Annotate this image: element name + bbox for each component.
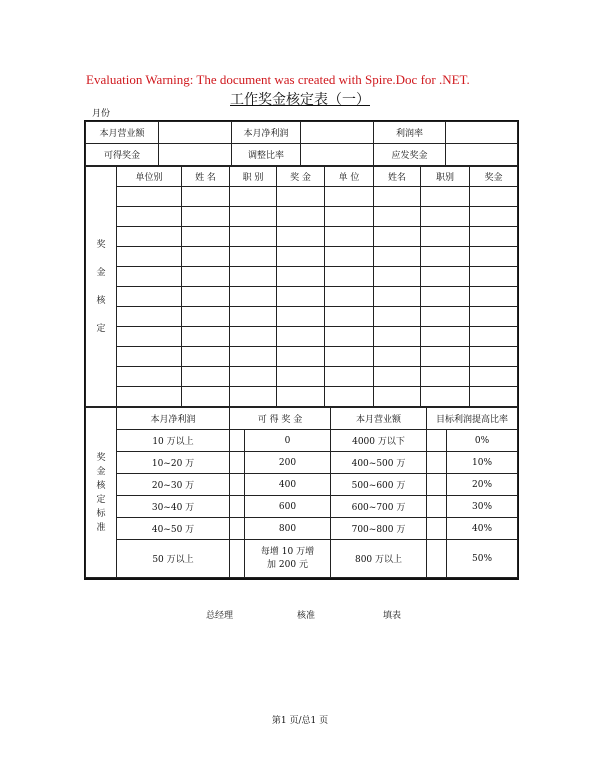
header-bonus-2: 奖金 <box>470 167 518 187</box>
bonus-entry-cell[interactable] <box>374 287 421 307</box>
bonus-entry-cell[interactable] <box>421 267 470 287</box>
month-label: 月份 <box>92 109 111 119</box>
bonus-entry-cell[interactable] <box>421 207 470 227</box>
header-name-2: 姓名 <box>374 167 421 187</box>
bonus-entry-cell[interactable] <box>277 387 325 407</box>
bonus-entry-cell[interactable] <box>325 307 374 327</box>
bonus-entry-cell[interactable] <box>325 327 374 347</box>
bonus-entry-cell[interactable] <box>421 227 470 247</box>
bonus-entry-cell[interactable] <box>374 367 421 387</box>
bonus-entry-cell[interactable] <box>230 247 277 267</box>
std-rate: 10% <box>447 452 518 474</box>
std-rate: 0% <box>447 430 518 452</box>
evaluation-warning: Evaluation Warning: The document was created with Spire.Doc for .NET. <box>86 72 470 87</box>
bonus-entry-row <box>86 247 518 267</box>
bonus-entry-cell[interactable] <box>277 267 325 287</box>
bonus-entry-cell[interactable] <box>325 187 374 207</box>
header-bonus: 奖 金 <box>277 167 325 187</box>
bonus-entry-cell[interactable] <box>374 247 421 267</box>
standard-row <box>86 518 518 540</box>
bonus-entry-row <box>86 287 518 307</box>
standard-row <box>86 474 518 496</box>
bonus-entry-cell[interactable] <box>325 227 374 247</box>
value-profit-rate[interactable] <box>446 122 518 144</box>
side-char: 准 <box>96 522 106 533</box>
bonus-entry-cell[interactable] <box>230 367 277 387</box>
bonus-entry-cell[interactable] <box>182 387 230 407</box>
bonus-entry-cell[interactable] <box>230 227 277 247</box>
std-revenue: 400~500 万 <box>331 452 427 474</box>
bonus-entry-cell[interactable] <box>374 227 421 247</box>
bonus-entry-row <box>86 367 518 387</box>
value-payable-bonus[interactable] <box>446 144 518 166</box>
bonus-entry-cell[interactable] <box>421 307 470 327</box>
sign-fill: 填表 <box>383 611 402 621</box>
bonus-entry-row <box>86 227 518 247</box>
bonus-entry-cell[interactable] <box>421 387 470 407</box>
label-profit-rate: 利润率 <box>374 122 446 144</box>
bonus-entry-cell[interactable] <box>277 307 325 327</box>
std-revenue: 800 万以上 <box>331 540 427 578</box>
bonus-entry-cell[interactable] <box>277 227 325 247</box>
standard-row <box>86 452 518 474</box>
bonus-entry-cell[interactable] <box>230 187 277 207</box>
std-spacer <box>230 452 245 474</box>
bonus-entry-cell[interactable] <box>117 327 182 347</box>
standard-header-row <box>86 408 518 430</box>
std-spacer <box>427 540 447 578</box>
label-monthly-net-profit: 本月净利润 <box>232 122 301 144</box>
bonus-entry-cell[interactable] <box>182 227 230 247</box>
bonus-entry-cell[interactable] <box>374 187 421 207</box>
std-revenue: 600~700 万 <box>331 496 427 518</box>
bonus-entry-cell[interactable] <box>230 267 277 287</box>
std-spacer <box>230 496 245 518</box>
std-spacer <box>230 540 245 578</box>
bonus-standard-table <box>85 407 518 578</box>
bonus-entry-cell[interactable] <box>325 287 374 307</box>
bonus-entry-cell[interactable] <box>325 207 374 227</box>
side-char: 核 <box>96 480 106 491</box>
bonus-entry-cell[interactable] <box>117 207 182 227</box>
std-rate: 40% <box>447 518 518 540</box>
bonus-entry-cell[interactable] <box>182 267 230 287</box>
std-spacer <box>427 496 447 518</box>
std-net-profit: 50 万以上 <box>117 540 230 578</box>
bonus-entry-cell[interactable] <box>374 207 421 227</box>
summary-row-2 <box>86 144 518 166</box>
std-spacer <box>427 452 447 474</box>
bonus-entry-cell[interactable] <box>230 287 277 307</box>
bonus-entry-cell[interactable] <box>421 287 470 307</box>
bonus-entry-cell[interactable] <box>325 267 374 287</box>
std-spacer <box>427 518 447 540</box>
bonus-entry-cell[interactable] <box>117 187 182 207</box>
standard-row <box>86 540 518 578</box>
label-adjust-ratio: 调整比率 <box>232 144 301 166</box>
summary-table <box>85 121 518 166</box>
std-spacer <box>230 518 245 540</box>
std-revenue: 500~600 万 <box>331 474 427 496</box>
bonus-entry-cell[interactable] <box>117 387 182 407</box>
bonus-entry-cell[interactable] <box>470 347 518 367</box>
std-rate: 20% <box>447 474 518 496</box>
bonus-entry-cell[interactable] <box>277 327 325 347</box>
value-adjust-ratio[interactable] <box>301 144 374 166</box>
header-name: 姓 名 <box>182 167 230 187</box>
bonus-entry-cell[interactable] <box>470 227 518 247</box>
bonus-entry-cell[interactable] <box>117 367 182 387</box>
standard-row <box>86 430 518 452</box>
std-header-target-rate: 目标利润提高比率 <box>427 408 518 430</box>
bonus-form <box>84 120 519 580</box>
header-position: 职 别 <box>230 167 277 187</box>
bonus-entry-cell[interactable] <box>117 227 182 247</box>
bonus-entry-cell[interactable] <box>470 367 518 387</box>
bonus-grid <box>85 166 518 407</box>
bonus-entry-cell[interactable] <box>470 287 518 307</box>
bonus-entry-cell[interactable] <box>374 387 421 407</box>
std-spacer <box>230 430 245 452</box>
bonus-entry-cell[interactable] <box>277 287 325 307</box>
bonus-entry-cell[interactable] <box>374 307 421 327</box>
side-char: 金 <box>96 466 106 477</box>
std-header-bonus: 可 得 奖 金 <box>230 408 331 430</box>
bonus-entry-cell[interactable] <box>230 387 277 407</box>
bonus-entry-cell[interactable] <box>182 307 230 327</box>
bonus-entry-cell[interactable] <box>182 207 230 227</box>
side-char: 核 <box>96 295 106 306</box>
bonus-entry-cell[interactable] <box>325 367 374 387</box>
bonus-entry-cell[interactable] <box>117 347 182 367</box>
std-net-profit: 40~50 万 <box>117 518 230 540</box>
bonus-entry-cell[interactable] <box>421 247 470 267</box>
side-char: 定 <box>96 494 106 505</box>
bonus-entry-cell[interactable] <box>230 307 277 327</box>
value-monthly-revenue[interactable] <box>159 122 232 144</box>
bonus-entry-row <box>86 307 518 327</box>
bonus-entry-cell[interactable] <box>117 247 182 267</box>
bonus-entry-cell[interactable] <box>182 347 230 367</box>
bonus-entry-cell[interactable] <box>470 387 518 407</box>
bonus-entry-cell[interactable] <box>374 327 421 347</box>
label-payable-bonus: 应发奖金 <box>374 144 446 166</box>
side-char: 奖 <box>96 239 106 250</box>
bonus-entry-cell[interactable] <box>117 267 182 287</box>
std-net-profit: 30~40 万 <box>117 496 230 518</box>
page-footer: 第1 页/总1 页 <box>271 716 329 726</box>
bonus-entry-cell[interactable] <box>470 247 518 267</box>
header-unit-2: 单 位 <box>325 167 374 187</box>
bonus-entry-row <box>86 187 518 207</box>
sign-approve: 核准 <box>297 611 316 621</box>
std-rate: 50% <box>447 540 518 578</box>
header-position-2: 职别 <box>421 167 470 187</box>
sign-general-manager: 总经理 <box>206 611 234 621</box>
bonus-entry-cell[interactable] <box>182 367 230 387</box>
std-net-profit: 10 万以上 <box>117 430 230 452</box>
std-revenue: 700~800 万 <box>331 518 427 540</box>
bonus-entry-cell[interactable] <box>421 327 470 347</box>
std-bonus: 0 <box>245 430 331 452</box>
bonus-entry-cell[interactable] <box>277 347 325 367</box>
side-char: 定 <box>96 323 106 334</box>
std-spacer <box>427 430 447 452</box>
bonus-entry-cell[interactable] <box>230 347 277 367</box>
standard-row <box>86 496 518 518</box>
std-revenue: 4000 万以下 <box>331 430 427 452</box>
bonus-entry-row <box>86 267 518 287</box>
bonus-entry-cell[interactable] <box>470 207 518 227</box>
bonus-entry-cell[interactable] <box>117 287 182 307</box>
bonus-entry-cell[interactable] <box>470 327 518 347</box>
bonus-entry-row <box>86 327 518 347</box>
bonus-entry-cell[interactable] <box>182 327 230 347</box>
std-bonus: 800 <box>245 518 331 540</box>
bonus-entry-cell[interactable] <box>421 347 470 367</box>
bonus-entry-cell[interactable] <box>182 287 230 307</box>
value-monthly-net-profit[interactable] <box>301 122 374 144</box>
bonus-entry-row <box>86 347 518 367</box>
std-spacer <box>427 474 447 496</box>
side-char: 金 <box>96 267 106 278</box>
bonus-entry-cell[interactable] <box>421 367 470 387</box>
bonus-entry-cell[interactable] <box>230 327 277 347</box>
side-char: 标 <box>96 508 106 519</box>
std-bonus: 每增 10 万增 加 200 元 <box>245 540 331 578</box>
page-title: 工作奖金核定表（一） <box>230 92 370 108</box>
bonus-header-row <box>86 167 518 187</box>
summary-row-1 <box>86 122 518 144</box>
std-header-revenue: 本月营业额 <box>331 408 427 430</box>
bonus-entry-row <box>86 207 518 227</box>
bonus-entry-cell[interactable] <box>374 267 421 287</box>
side-char: 奖 <box>96 452 106 463</box>
std-bonus: 400 <box>245 474 331 496</box>
bonus-entry-cell[interactable] <box>182 187 230 207</box>
value-available-bonus[interactable] <box>159 144 232 166</box>
bonus-entry-cell[interactable] <box>277 367 325 387</box>
bonus-entry-cell[interactable] <box>277 207 325 227</box>
standard-side-label <box>86 408 117 578</box>
std-net-profit: 10~20 万 <box>117 452 230 474</box>
bonus-entry-cell[interactable] <box>182 247 230 267</box>
bonus-entry-cell[interactable] <box>325 387 374 407</box>
bonus-entry-cell[interactable] <box>117 307 182 327</box>
bonus-entry-cell[interactable] <box>277 187 325 207</box>
std-rate: 30% <box>447 496 518 518</box>
bonus-entry-cell[interactable] <box>325 247 374 267</box>
std-header-net-profit: 本月净利润 <box>117 408 230 430</box>
label-available-bonus: 可得奖金 <box>86 144 159 166</box>
std-bonus: 600 <box>245 496 331 518</box>
std-bonus: 200 <box>245 452 331 474</box>
std-net-profit: 20~30 万 <box>117 474 230 496</box>
header-unit: 单位别 <box>117 167 182 187</box>
bonus-entry-cell[interactable] <box>230 207 277 227</box>
bonus-entry-cell[interactable] <box>470 307 518 327</box>
bonus-entry-cell[interactable] <box>374 347 421 367</box>
std-spacer <box>230 474 245 496</box>
label-monthly-revenue: 本月营业额 <box>86 122 159 144</box>
bonus-entry-cell[interactable] <box>421 187 470 207</box>
bonus-entry-row <box>86 387 518 407</box>
bonus-entry-cell[interactable] <box>470 267 518 287</box>
bonus-entry-cell[interactable] <box>325 347 374 367</box>
bonus-entry-cell[interactable] <box>277 247 325 267</box>
bonus-entry-cell[interactable] <box>470 187 518 207</box>
bonus-side-label <box>86 167 117 407</box>
